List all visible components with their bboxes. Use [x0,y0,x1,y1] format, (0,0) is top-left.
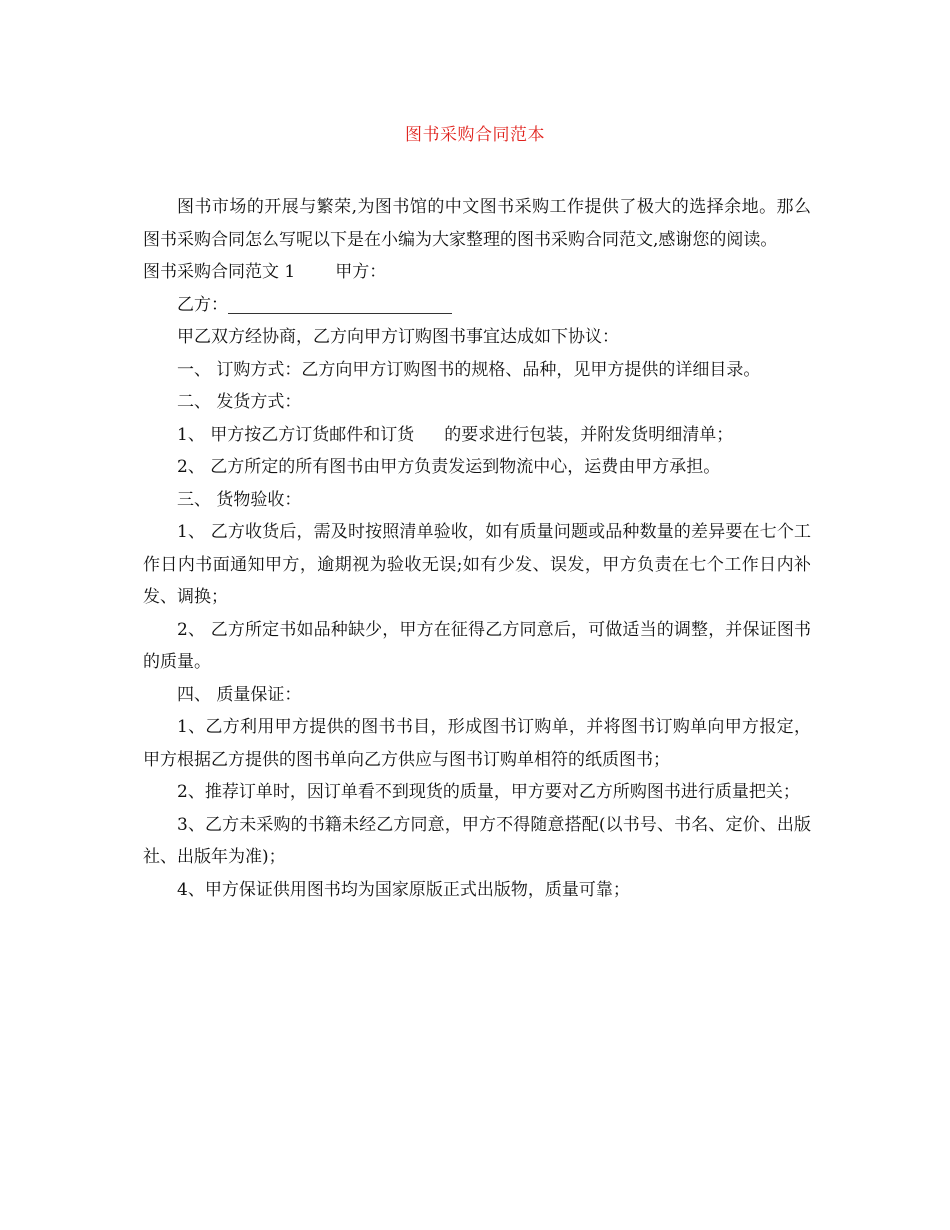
sample-heading: 图书采购合同范文 1 [143,262,296,282]
agreement-paragraph: 甲乙双方经协商，乙方向甲方订购图书事宜达成如下协议： [177,327,619,347]
section-3-item-1: 1、 乙方收货后，需及时按照清单验收，如有质量问题或品种数量的差异要在七个工作日内书面通知甲方，逾期视为验收无误;如有少发、误发，甲方负责在七个工作日内补发、调换； [143,522,811,607]
intro-paragraph: 图书市场的开展与繁荣,为图书馆的中文图书采购工作提供了极大的选择余地。那么图书采购合同怎么写呢以下是在小编为大家整理的图书采购合同范文,感谢您的阅读。 [143,197,811,250]
section-2-item-1-part-a: 1、 甲方按乙方订货邮件和订货 [177,424,415,445]
section-3-item-2: 2、 乙方所定书如品种缺少，甲方在征得乙方同意后，可做适当的调整，并保证图书的质量。 [143,619,811,672]
section-2-heading: 二、 发货方式： [177,392,302,412]
section-1: 一、 订购方式：乙方向甲方订购图书的规格、品种，见甲方提供的详细目录。 [177,359,761,380]
section-4-heading: 四、 质量保证： [177,684,302,705]
section-4-item-4: 4、甲方保证供用图书均为国家原版正式出版物，质量可靠； [177,879,630,900]
document-body [143,191,811,906]
party-b-blank [228,295,452,314]
party-b-line [143,289,811,322]
sample-heading-line [143,256,811,289]
section-2-item-2: 2、 乙方所定的所有图书由甲方负责发运到物流中心，运费由甲方承担。 [177,457,721,477]
party-a-label: 甲方： [335,262,387,282]
party-b-label: 乙方： [177,294,228,315]
document-title: 图书采购合同范本 [405,125,545,145]
section-4-item-2: 2、推荐订单时，因订单看不到现货的质量，甲方要对乙方所购图书进行质量把关； [177,782,800,802]
section-4-item-3: 3、乙方未采购的书籍未经乙方同意，甲方不得随意搭配(以书号、书名、定价、出版社、出版年为准)； [143,814,811,867]
section-4-item-1: 1、乙方利用甲方提供的图书书目，形成图书订购单，并将图书订购单向甲方报定，甲方根据乙方提供的图书单向乙方供应与图书订购单相符的纸质图书； [143,717,811,770]
section-2-item-1 [143,419,811,452]
section-3-heading: 三、 货物验收： [177,489,302,510]
section-2-item-1-part-b: 的要求进行包装，并附发货明细清单； [444,424,734,445]
